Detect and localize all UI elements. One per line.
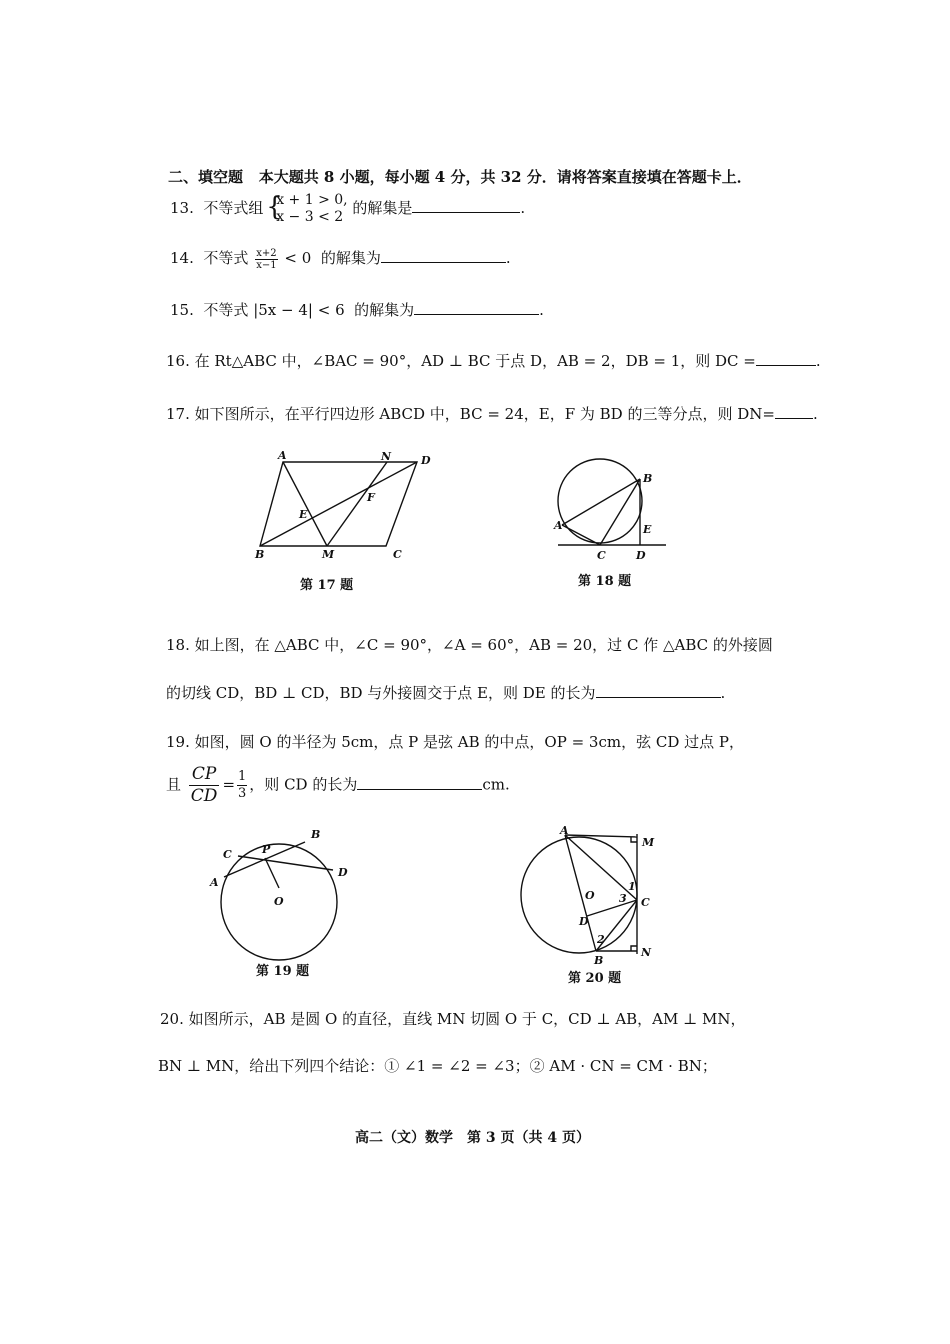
question-18-line2	[166, 682, 725, 703]
label-D: D	[421, 454, 431, 467]
question-text: 的解集为	[320, 249, 381, 267]
answer-blank[interactable]	[775, 404, 813, 419]
label-B: B	[255, 548, 265, 561]
question-text: 不等式组	[203, 199, 264, 217]
question-19-line2	[166, 764, 510, 807]
label-O: O	[274, 895, 284, 908]
label-C: C	[223, 848, 232, 861]
segment-am	[283, 462, 327, 546]
figure-20-caption: 第 20 题	[568, 971, 622, 986]
figure-19-caption: 第 19 题	[256, 964, 310, 979]
label-N: N	[641, 946, 652, 959]
label-C: C	[641, 896, 650, 909]
label-E: E	[299, 508, 308, 521]
answer-blank[interactable]	[414, 300, 539, 315]
fraction	[255, 248, 277, 271]
question-text: 且	[166, 775, 182, 794]
chord-cd	[238, 856, 333, 870]
question-17	[166, 403, 818, 424]
segment-cb	[600, 479, 640, 545]
label-D: D	[579, 915, 589, 928]
question-20-line2	[158, 1055, 717, 1076]
fraction-denominator: 3	[238, 786, 247, 801]
relation: < 0	[284, 249, 312, 267]
segment-ac	[562, 525, 600, 545]
question-text: 19. 如图，圆 O 的半径为 5cm，点 P 是弦 AB 的中点，OP = 3cm，弦 CD 过点 P，	[166, 733, 744, 751]
label-D: D	[636, 549, 646, 562]
label-A: A	[560, 824, 569, 837]
question-text: 20. 如图所示，AB 是圆 O 的直径，直线 MN 切圆 O 于 C，CD ⊥ AB，AM ⊥ MN，	[160, 1010, 746, 1028]
label-A: A	[278, 449, 287, 462]
fraction-denominator: x−1	[256, 259, 277, 271]
question-text: 16. 在 Rt△ABC 中，∠BAC = 90°，AD ⊥ BC 于点 D，AB = 2，DB = 1，则 DC =	[166, 352, 756, 370]
figure-20-circle	[518, 824, 668, 967]
question-number: 14.	[170, 249, 194, 267]
fraction-cp-cd	[188, 764, 221, 807]
section-title: 二、填空题	[168, 168, 244, 186]
answer-blank[interactable]	[381, 248, 506, 263]
fraction-denominator: CD	[190, 786, 218, 806]
question-15	[170, 299, 544, 320]
figure-19-circle	[205, 826, 365, 961]
question-text: 不等式	[203, 301, 249, 319]
label-2: 2	[597, 933, 605, 946]
label-1: 1	[628, 880, 636, 893]
question-16	[166, 350, 821, 371]
inequality-2: x − 3 < 2	[276, 209, 344, 225]
section-header	[168, 166, 752, 187]
question-text: 的解集是	[352, 199, 413, 217]
answer-blank[interactable]	[412, 198, 520, 213]
segment-mn	[327, 462, 387, 546]
inequality-system	[268, 192, 347, 226]
answer-blank[interactable]	[596, 683, 721, 698]
label-A: A	[210, 876, 219, 889]
figure-17-caption: 第 17 题	[300, 578, 354, 593]
unit: cm.	[482, 775, 510, 794]
label-B: B	[643, 472, 653, 485]
question-text: BN ⊥ MN，给出下列四个结论：① ∠1 = ∠2 = ∠3；② AM · CN = CM · BN；	[158, 1057, 717, 1075]
inequality: |5x − 4| < 6	[253, 301, 345, 319]
inequality-1: x + 1 > 0,	[276, 192, 348, 208]
figure-18-circle	[550, 435, 680, 565]
label-D: D	[338, 866, 348, 879]
fraction-one-third	[237, 769, 247, 802]
right-angle-m	[631, 837, 637, 842]
label-P: P	[262, 843, 271, 856]
figure-18-caption: 第 18 题	[578, 574, 632, 589]
equals-sign: =	[222, 775, 236, 794]
label-C: C	[393, 548, 402, 561]
label-N: N	[381, 450, 392, 463]
period: .	[720, 684, 726, 702]
answer-blank[interactable]	[357, 775, 482, 790]
question-14	[170, 247, 511, 271]
answer-blank[interactable]	[756, 351, 816, 366]
label-O: O	[585, 889, 595, 902]
segment-op	[265, 858, 279, 888]
question-number: 13.	[170, 199, 194, 217]
section-desc: 本大题共 8 小题，每小题 4 分，共 32 分．请将答案直接填在答题卡上．	[258, 168, 752, 186]
diagonal-bd	[260, 462, 417, 546]
question-text: ，则 CD 的长为	[249, 775, 358, 794]
question-text: 不等式	[203, 249, 249, 267]
label-3: 3	[619, 892, 627, 905]
label-C: C	[597, 549, 606, 562]
fraction-numerator: CP	[189, 764, 219, 786]
segment-ac	[565, 835, 637, 900]
circumcircle	[558, 459, 642, 543]
label-M: M	[642, 836, 655, 849]
figure-17-parallelogram	[250, 448, 440, 568]
label-M: M	[322, 548, 335, 561]
question-20-line1	[160, 1008, 746, 1029]
question-text: 18. 如上图，在 △ABC 中，∠C = 90°，∠A = 60°，AB = 20，过 C 作 △ABC 的外接圆	[166, 636, 773, 654]
question-number: 15.	[170, 301, 194, 319]
question-text: 的切线 CD，BD ⊥ CD，BD 与外接圆交于点 E，则 DE 的长为	[166, 684, 596, 702]
label-B: B	[594, 954, 604, 967]
label-E: E	[643, 523, 652, 536]
question-text: 17. 如下图所示，在平行四边形 ABCD 中，BC = 24，E，F 为 BD 的三等分点，则 DN=	[166, 405, 775, 423]
question-19-line1	[166, 731, 744, 752]
period: .	[539, 301, 544, 319]
period: .	[520, 199, 526, 217]
segment-ab	[562, 479, 640, 525]
label-A: A	[554, 519, 563, 532]
right-angle-n	[631, 946, 637, 951]
label-F: F	[367, 491, 375, 504]
period: .	[505, 249, 511, 267]
question-13	[170, 192, 525, 226]
period: .	[815, 352, 821, 370]
label-B: B	[311, 828, 321, 841]
page-footer: 高二（文）数学 第 3 页（共 4 页）	[355, 1130, 590, 1146]
period: .	[812, 405, 818, 423]
segment-cd	[587, 900, 637, 916]
fraction-numerator: x+2	[256, 247, 277, 259]
fraction-numerator: 1	[238, 769, 247, 784]
question-18-line1	[166, 634, 773, 655]
question-text: 的解集为	[354, 301, 415, 319]
